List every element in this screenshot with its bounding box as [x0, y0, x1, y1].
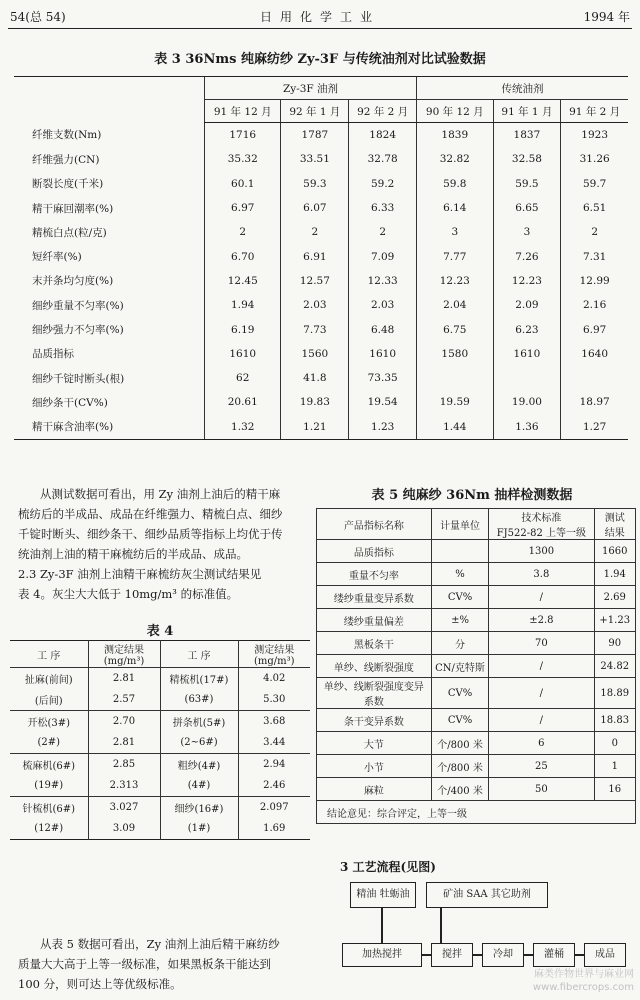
table5-std-cell: 6 — [489, 732, 594, 755]
cell-value: 59.7 — [561, 172, 628, 196]
process-cell: 扯麻(前间) — [24, 675, 73, 686]
cell-value: 35.32 — [205, 147, 281, 171]
cell-value: 2 — [561, 220, 628, 244]
table3-date: 91 年 2 月 — [561, 100, 628, 123]
table5-head-item: 产品指标名称 — [317, 509, 432, 540]
cell-value: 12.33 — [349, 269, 417, 293]
journal-title: 日用化学工业 — [259, 10, 380, 24]
cell-value: 1610 — [349, 342, 417, 366]
text-line: 统油剂上油的精干麻梳纺后的半成品、成品。 — [18, 547, 248, 561]
page-header — [10, 6, 630, 28]
table5-row — [317, 778, 636, 801]
cell-value: 1610 — [493, 342, 561, 366]
result-cell: 2.85 — [88, 754, 160, 776]
cell-value: 20.61 — [205, 390, 281, 414]
result-cell: 2.70 — [88, 711, 160, 733]
paragraph-1 — [18, 484, 314, 604]
table3-group-trad: 传统油剂 — [417, 77, 628, 100]
table5-row — [317, 655, 636, 678]
table5-name-cell: 品质指标 — [317, 540, 432, 563]
cell-value: 6.75 — [417, 317, 493, 341]
cell-value: 1.27 — [561, 415, 628, 440]
cell-value: 1.44 — [417, 415, 493, 440]
table5-std-cell: / — [489, 655, 594, 678]
cell-value: 19.54 — [349, 390, 417, 414]
table5-name-cell: 缕纱重量变异系数 — [317, 586, 432, 609]
table4-title: 表 4 — [146, 624, 174, 639]
cell-value: 6.33 — [349, 196, 417, 220]
result-cell: 3.09 — [88, 818, 160, 840]
result-cell: 2.46 — [238, 775, 310, 797]
table5-name-cell: 麻粒 — [317, 778, 432, 801]
table3-row — [14, 342, 628, 366]
cell-value: 1640 — [561, 342, 628, 366]
table5-unit-cell: 分 — [431, 632, 488, 655]
process-cell: (2#) — [10, 732, 88, 754]
process-cell: (63#) — [160, 689, 238, 711]
table5-res-cell: 18.89 — [594, 678, 636, 709]
table5-res-cell: 24.82 — [594, 655, 636, 678]
result-cell: 5.30 — [238, 689, 310, 711]
text-line: 梳纺后的半成品、成品在纤维强力、精梳白点、细纱 — [18, 507, 283, 521]
table5-row — [317, 586, 636, 609]
process-cell: 粗纱(4#) — [160, 754, 238, 776]
cell-value: 59.8 — [417, 172, 493, 196]
table5-head-std — [489, 509, 594, 540]
cell-value: 32.78 — [349, 147, 417, 171]
table3-body — [14, 123, 628, 440]
flow-box-oil: 精油 牡蛎油 — [350, 882, 416, 908]
table5-unit-cell: ±% — [431, 609, 488, 632]
cell-value: 2 — [281, 220, 349, 244]
std-line: 技术标准 — [521, 513, 562, 524]
table5-res-cell: +1.23 — [594, 609, 636, 632]
process-cell: (后间) — [10, 689, 88, 711]
result-cell: 2.097 — [238, 797, 310, 819]
table4-row — [10, 668, 310, 690]
table4-row — [10, 754, 310, 776]
cell-value — [493, 366, 561, 390]
cell-value: 6.48 — [349, 317, 417, 341]
table3-corner — [14, 77, 205, 123]
table5-row — [317, 709, 636, 732]
table5-res-cell: 90 — [594, 632, 636, 655]
cell-value: 19.00 — [493, 390, 561, 414]
table3-title: 表 3 36Nms 纯麻纺纱 Zy-3F 与传统油剂对比试验数据 — [154, 52, 486, 67]
table4-row — [10, 732, 310, 754]
cell-value: 62 — [205, 366, 281, 390]
table3-row — [14, 147, 628, 171]
cell-value: 6.07 — [281, 196, 349, 220]
table5-res-cell: 1660 — [594, 540, 636, 563]
cell-value: 1.94 — [205, 293, 281, 317]
table3-row — [14, 415, 628, 440]
row-label: 断裂长度(千米) — [32, 178, 104, 191]
table5-row — [317, 609, 636, 632]
process-cell: (1#) — [160, 818, 238, 840]
cell-value: 1.21 — [281, 415, 349, 440]
table4 — [10, 640, 310, 840]
row-label: 末并条均匀度(%) — [32, 275, 114, 288]
cell-value: 73.35 — [349, 366, 417, 390]
table5-name-cell: 单纱、线断裂强度 — [317, 655, 432, 678]
table5-unit-cell — [431, 540, 488, 563]
result-unit: (mg/m³) — [253, 656, 295, 667]
watermark-line: www.fibercrops.com — [532, 982, 634, 993]
row-label: 短纤率(%) — [32, 251, 82, 264]
table5-std-cell: ±2.8 — [489, 609, 594, 632]
result-cell: 2.57 — [88, 689, 160, 711]
table5-unit-cell: CN/克特斯 — [431, 655, 488, 678]
process-cell: (19#) — [10, 775, 88, 797]
text-line: 表 4。灰尘大大低于 10mg/m³ 的标准值。 — [18, 587, 239, 601]
cell-value: 6.91 — [281, 244, 349, 268]
cell-value: 12.57 — [281, 269, 349, 293]
table5-unit-cell: % — [431, 563, 488, 586]
cell-value — [561, 366, 628, 390]
table5-conclusion: 结论意见：综合评定，上等一级 — [317, 801, 636, 824]
row-label: 纤维支数(Nm) — [32, 129, 102, 142]
table4-head-result — [88, 641, 160, 668]
header-rule — [8, 28, 632, 29]
cell-value: 1580 — [417, 342, 493, 366]
table3-row — [14, 293, 628, 317]
flow-step-fill: 灌桶 — [533, 943, 575, 967]
process-cell: 细纱(16#) — [160, 797, 238, 819]
cell-value: 3 — [493, 220, 561, 244]
table3-row — [14, 172, 628, 196]
row-label: 精梳白点(粒/克) — [32, 226, 107, 239]
table5-name-cell: 黑板条干 — [317, 632, 432, 655]
result-line: 结果 — [604, 528, 625, 539]
table5-std-cell: 1300 — [489, 540, 594, 563]
cell-value — [417, 366, 493, 390]
flow-connector — [381, 907, 383, 943]
cell-value: 2.03 — [349, 293, 417, 317]
table5-res-cell: 1 — [594, 755, 636, 778]
cell-value: 7.31 — [561, 244, 628, 268]
flow-step-stir: 搅拌 — [431, 943, 473, 967]
cell-value: 59.2 — [349, 172, 417, 196]
cell-value: 32.82 — [417, 147, 493, 171]
table5-std-cell: / — [489, 586, 594, 609]
cell-value: 2.04 — [417, 293, 493, 317]
table3-date: 90 年 12 月 — [417, 100, 493, 123]
table5-res-cell: 1.94 — [594, 563, 636, 586]
paragraph-2 — [18, 934, 314, 994]
cell-value: 19.59 — [417, 390, 493, 414]
row-label: 精干麻含油率(%) — [14, 415, 205, 440]
cell-value: 1716 — [205, 123, 281, 148]
table5-std-cell: 3.8 — [489, 563, 594, 586]
table5-std-cell: / — [489, 678, 594, 709]
flow-arrow — [574, 954, 584, 956]
cell-value: 1.36 — [493, 415, 561, 440]
flow-step-heat-stir: 加热搅拌 — [342, 943, 422, 967]
table5-res-cell: 0 — [594, 732, 636, 755]
cell-value: 6.97 — [205, 196, 281, 220]
table5-name-cell: 条干变异系数 — [317, 709, 432, 732]
process-cell: 梳麻机(6#) — [22, 761, 76, 772]
row-label: 细纱条干(CV%) — [32, 396, 108, 409]
cell-value: 6.14 — [417, 196, 493, 220]
table5-name-cell: 小节 — [317, 755, 432, 778]
cell-value: 1.23 — [349, 415, 417, 440]
cell-value: 1.32 — [205, 415, 281, 440]
table3-date: 91 年 1 月 — [493, 100, 561, 123]
result-cell: 4.02 — [238, 668, 310, 690]
cell-value: 6.70 — [205, 244, 281, 268]
text-line: 100 分，则可达上等优级标准。 — [18, 977, 182, 991]
cell-value: 7.77 — [417, 244, 493, 268]
result-cell: 2.81 — [88, 732, 160, 754]
process-cell: 针梳机(6#) — [22, 804, 76, 815]
result-cell: 1.69 — [238, 818, 310, 840]
result-line: 测试 — [604, 513, 625, 524]
watermark-line: 麻类作物世界与麻业网 — [534, 969, 634, 980]
cell-value: 2.16 — [561, 293, 628, 317]
cell-value: 12.99 — [561, 269, 628, 293]
table3-row — [14, 196, 628, 220]
table5-std-cell: 25 — [489, 755, 594, 778]
text-line: 2.3 Zy-3F 油剂上油精干麻梳纺灰尘测试结果见 — [18, 567, 262, 581]
table5-name-cell: 大节 — [317, 732, 432, 755]
cell-value: 6.51 — [561, 196, 628, 220]
table5-unit-cell: 个/400 米 — [431, 778, 488, 801]
cell-value: 1839 — [417, 123, 493, 148]
table5-name-cell: 单纱、线断裂强度变异系数 — [317, 678, 432, 709]
cell-value: 3 — [417, 220, 493, 244]
result-cell: 2.81 — [88, 668, 160, 690]
table5-row — [317, 632, 636, 655]
result-cell: 3.027 — [88, 797, 160, 819]
cell-value: 41.8 — [281, 366, 349, 390]
flow-title: 3 工艺流程(见图) — [340, 860, 436, 874]
watermark — [533, 968, 634, 994]
table5-unit-cell: 个/800 米 — [431, 732, 488, 755]
process-cell: 精梳机(17#) — [160, 668, 238, 690]
cell-value: 12.23 — [493, 269, 561, 293]
table4-row — [10, 689, 310, 711]
cell-value: 32.58 — [493, 147, 561, 171]
table5-row — [317, 755, 636, 778]
table3-row — [14, 269, 628, 293]
table4-row — [10, 711, 310, 733]
cell-value: 2 — [349, 220, 417, 244]
text-line: 千锭时断头、细纱条干、细纱品质等指标上均优于传 — [18, 527, 283, 541]
table4-head-process: 工 序 — [10, 641, 88, 668]
table3-row — [14, 123, 628, 148]
table5-std-cell: / — [489, 709, 594, 732]
table3 — [14, 76, 628, 440]
result-cell: 2.94 — [238, 754, 310, 776]
process-cell: 开松(3#) — [27, 718, 71, 729]
result-unit: (mg/m³) — [103, 656, 145, 667]
table5-head-result — [594, 509, 636, 540]
cell-value: 60.1 — [205, 172, 281, 196]
table3-row — [14, 390, 628, 414]
table5-row — [317, 540, 636, 563]
cell-value: 12.45 — [205, 269, 281, 293]
flow-connector — [440, 907, 442, 943]
table5-res-cell: 16 — [594, 778, 636, 801]
process-cell: (12#) — [34, 823, 64, 834]
table5-res-cell: 18.83 — [594, 709, 636, 732]
table5-unit-cell: 个/800 米 — [431, 755, 488, 778]
result-label: 测定结果 — [254, 645, 295, 656]
table5-body — [317, 540, 636, 801]
table4-head-process: 工 序 — [160, 641, 238, 668]
cell-value: 12.23 — [417, 269, 493, 293]
table3-row — [14, 366, 628, 390]
text-line: 从测试数据可看出，用 Zy 油剂上油后的精干麻 — [40, 487, 281, 501]
year: 1994 年 — [583, 10, 630, 24]
table3-group-zy: Zy-3F 油剂 — [205, 77, 417, 100]
table3-date: 92 年 1 月 — [281, 100, 349, 123]
process-cell: (4#) — [160, 775, 238, 797]
cell-value: 18.97 — [561, 390, 628, 414]
table5-unit-cell: CV% — [431, 586, 488, 609]
table4-head-result — [238, 641, 310, 668]
table4-row — [10, 818, 310, 840]
process-cell: (2~6#) — [160, 732, 238, 754]
cell-value: 1923 — [561, 123, 628, 148]
cell-value: 1560 — [281, 342, 349, 366]
cell-value: 1610 — [205, 342, 281, 366]
cell-value: 7.26 — [493, 244, 561, 268]
cell-value: 59.3 — [281, 172, 349, 196]
table5-row — [317, 563, 636, 586]
table3-row — [14, 244, 628, 268]
row-label: 细纱千锭时断头(根) — [32, 372, 125, 385]
table3-date: 91 年 12 月 — [205, 100, 281, 123]
table3-row — [14, 220, 628, 244]
cell-value: 2.09 — [493, 293, 561, 317]
table5 — [316, 508, 636, 824]
row-label: 精干麻回潮率(%) — [32, 202, 114, 215]
table5-unit-cell: CV% — [431, 709, 488, 732]
table5-unit-cell: CV% — [431, 678, 488, 709]
cell-value: 33.51 — [281, 147, 349, 171]
flow-step-cool: 冷却 — [482, 943, 524, 967]
flow-arrow — [421, 954, 431, 956]
row-label: 细纱强力不匀率(%) — [32, 324, 124, 337]
table5-title: 表 5 纯麻纱 36Nm 抽样检测数据 — [371, 488, 573, 503]
cell-value: 19.83 — [281, 390, 349, 414]
cell-value: 6.65 — [493, 196, 561, 220]
cell-value: 1824 — [349, 123, 417, 148]
cell-value: 31.26 — [561, 147, 628, 171]
table5-std-cell: 50 — [489, 778, 594, 801]
text-line: 从表 5 数据可看出，Zy 油剂上油后精干麻纺纱 — [40, 937, 280, 951]
cell-value: 7.09 — [349, 244, 417, 268]
cell-value: 2.03 — [281, 293, 349, 317]
flow-step-product: 成品 — [584, 943, 626, 967]
cell-value: 6.97 — [561, 317, 628, 341]
page-number: 54(总 54) — [10, 10, 66, 24]
result-label: 测定结果 — [104, 645, 144, 656]
cell-value: 2 — [205, 220, 281, 244]
text-line: 质量大大高于上等一级标准，如果黑板条干能达到 — [18, 957, 271, 971]
cell-value: 6.23 — [493, 317, 561, 341]
cell-value: 1837 — [493, 123, 561, 148]
table4-body — [10, 668, 310, 840]
table4-row — [10, 775, 310, 797]
table5-std-cell: 70 — [489, 632, 594, 655]
cell-value: 1787 — [281, 123, 349, 148]
std-line: FJ522-82 上等一级 — [496, 528, 587, 539]
cell-value: 59.5 — [493, 172, 561, 196]
flow-arrow — [472, 954, 482, 956]
result-cell: 2.313 — [88, 775, 160, 797]
table3-date: 92 年 2 月 — [349, 100, 417, 123]
table5-res-cell: 2.69 — [594, 586, 636, 609]
flow-arrow — [523, 954, 533, 956]
row-label: 品质指标 — [32, 348, 74, 361]
result-cell: 3.44 — [238, 732, 310, 754]
flow-box-additives: 矿油 SAA 其它助剂 — [426, 882, 548, 908]
table5-head-unit: 计量单位 — [431, 509, 488, 540]
cell-value: 6.19 — [205, 317, 281, 341]
table5-row — [317, 732, 636, 755]
cell-value: 7.73 — [281, 317, 349, 341]
table3-row — [14, 317, 628, 341]
table5-row — [317, 678, 636, 709]
row-label: 细纱重量不匀率(%) — [32, 299, 124, 312]
table5-name-cell: 缕纱重量偏差 — [317, 609, 432, 632]
table4-row — [10, 797, 310, 819]
process-cell: 拼条机(5#) — [160, 711, 238, 733]
row-label: 纤维强力(CN) — [32, 153, 100, 166]
table5-name-cell: 重量不匀率 — [317, 563, 432, 586]
result-cell: 3.68 — [238, 711, 310, 733]
